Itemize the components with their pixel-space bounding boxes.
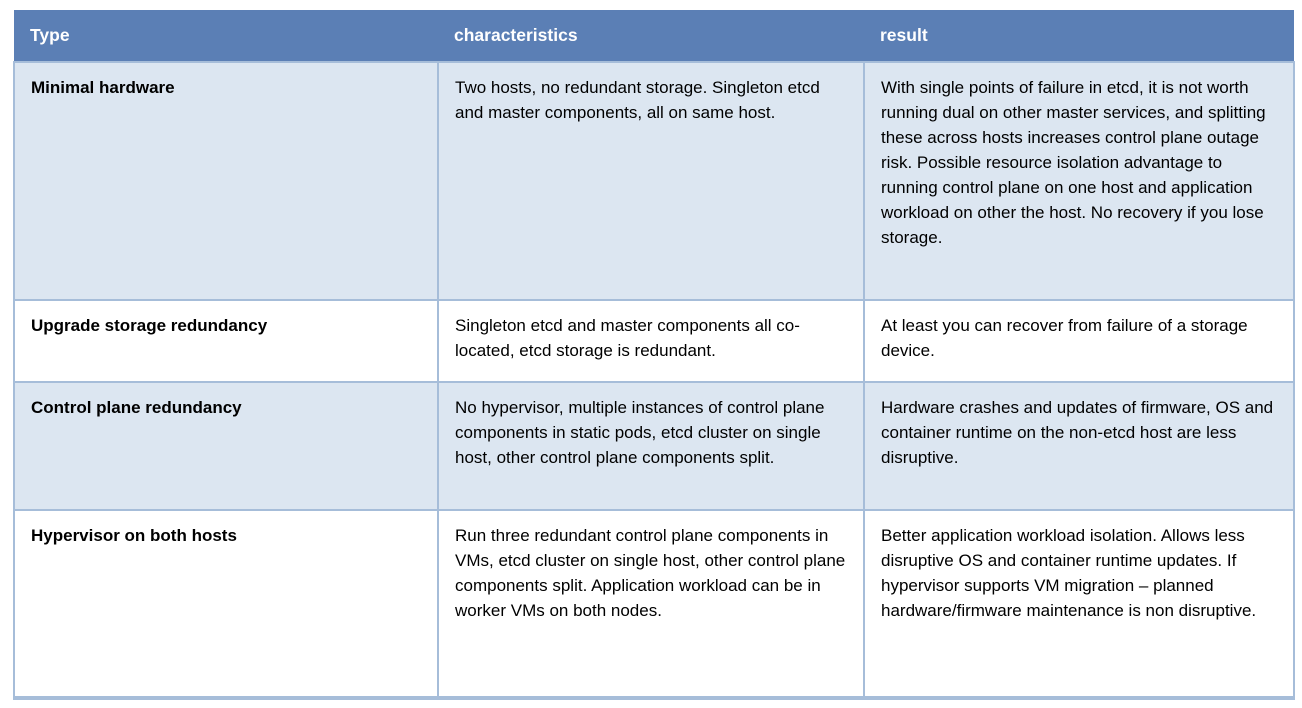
table-row: [14, 300, 1294, 382]
table-row: [14, 510, 1294, 698]
type-cell: Minimal hardware: [14, 62, 438, 300]
characteristics-cell: Singleton etcd and master components all co-located, etcd storage is redundant.: [438, 300, 864, 382]
header-type: Type: [14, 10, 438, 62]
type-cell: Control plane redundancy: [14, 382, 438, 510]
table-body: [14, 62, 1294, 698]
result-cell: Hardware crashes and updates of firmware, OS and container runtime on the non-etcd host are less disruptive.: [864, 382, 1294, 510]
result-cell: At least you can recover from failure of a storage device.: [864, 300, 1294, 382]
characteristics-cell: Run three redundant control plane components in VMs, etcd cluster on single host, other control plane components split. Application workload can be in worker VMs on both nodes.: [438, 510, 864, 698]
header-characteristics: characteristics: [438, 10, 864, 62]
header-result: result: [864, 10, 1294, 62]
characteristics-cell: No hypervisor, multiple instances of control plane components in static pods, etcd cluster on single host, other control plane components split.: [438, 382, 864, 510]
header-row: [14, 10, 1294, 62]
characteristics-cell: Two hosts, no redundant storage. Singleton etcd and master components, all on same host.: [438, 62, 864, 300]
table-header: [14, 10, 1294, 62]
table-row: [14, 62, 1294, 300]
type-cell: Upgrade storage redundancy: [14, 300, 438, 382]
deployment-options-table: [13, 10, 1295, 700]
result-cell: With single points of failure in etcd, it is not worth running dual on other master services, and splitting these across hosts increases control plane outage risk. Possible resource isolation advantage to running control plane on one host and application workload on other the host. No recovery if you lose storage.: [864, 62, 1294, 300]
result-cell: Better application workload isolation. Allows less disruptive OS and container runtime updates. If hypervisor supports VM migration – planned hardware/firmware maintenance is non disruptive.: [864, 510, 1294, 698]
type-cell: Hypervisor on both hosts: [14, 510, 438, 698]
table-row: [14, 382, 1294, 510]
